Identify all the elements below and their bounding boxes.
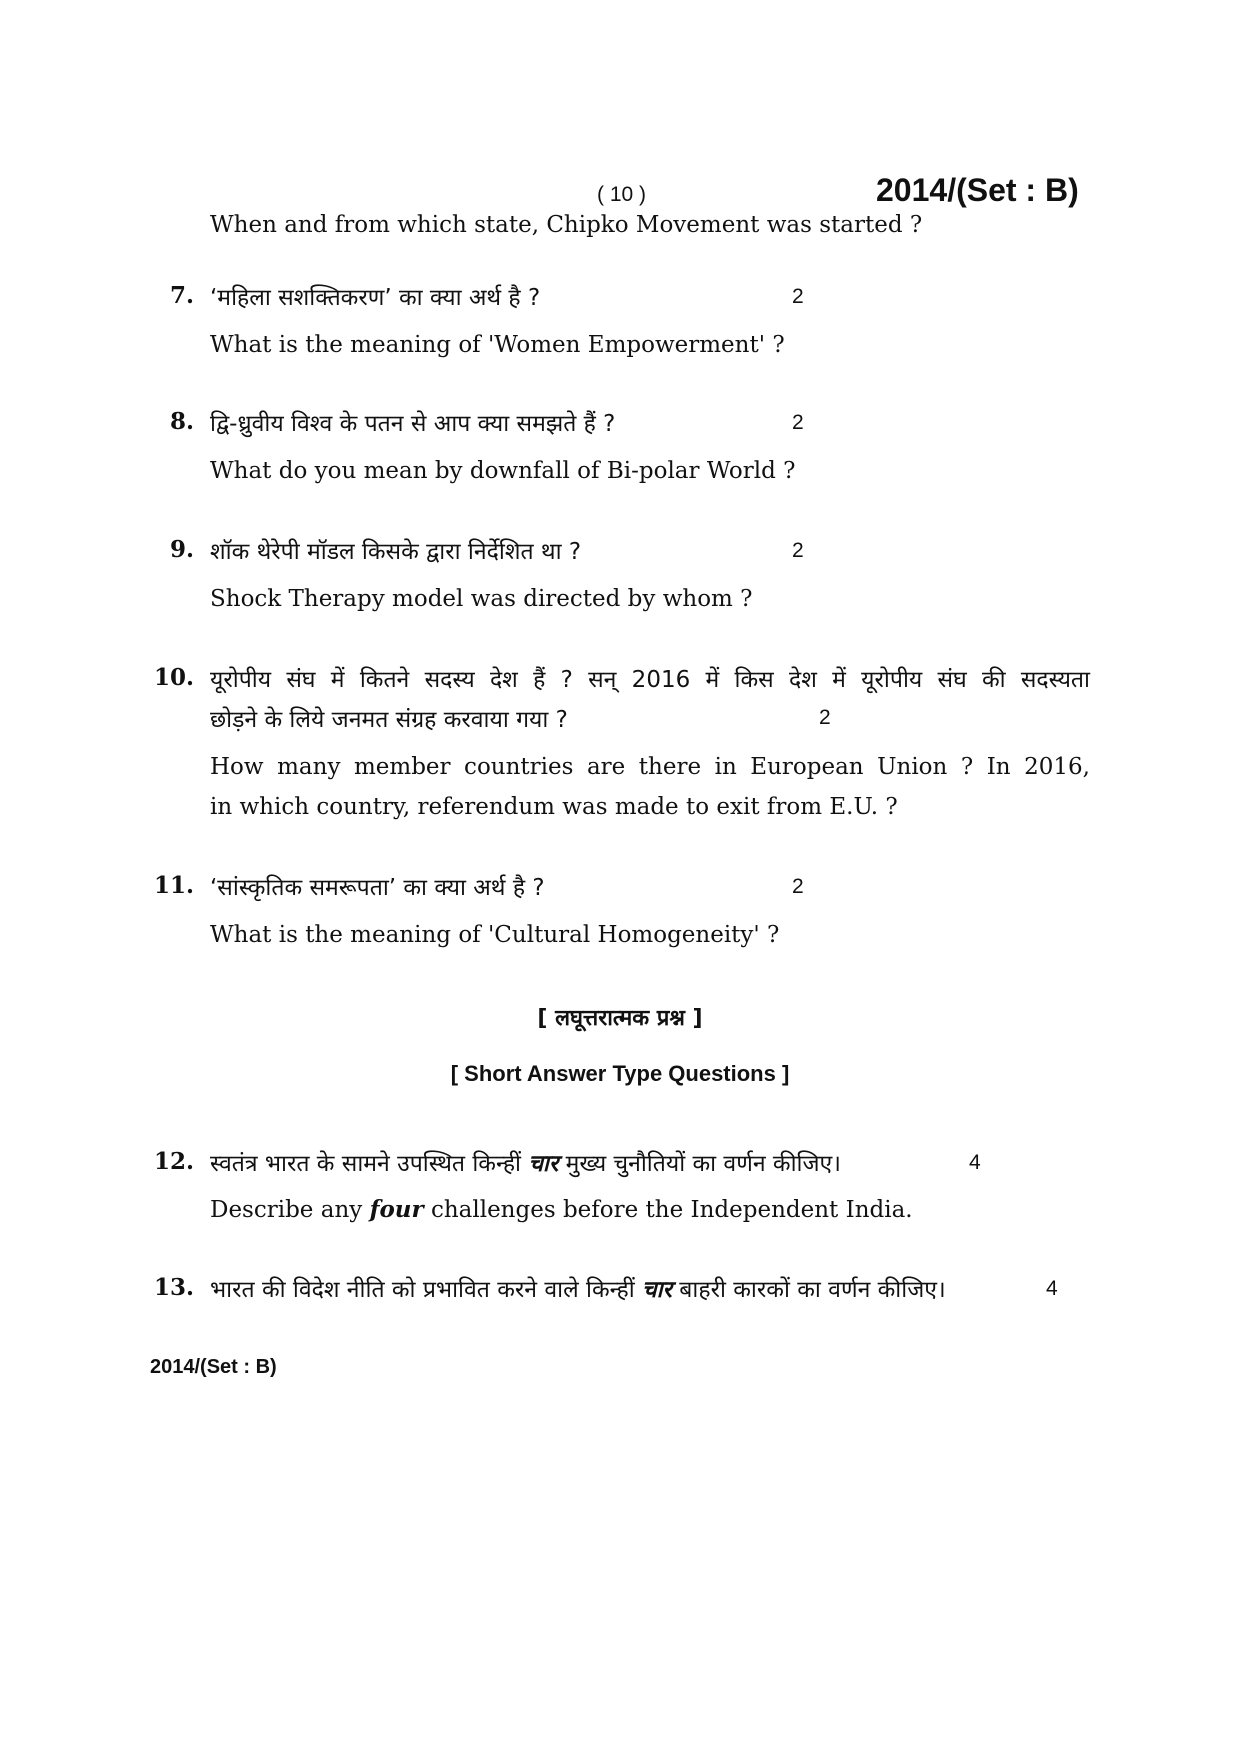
question-11-english-text: What is the meaning of 'Cultural Homogeneity' ?: [210, 922, 780, 948]
question-10-hindi-text-line-1: यूरोपीय संघ में कितने सदस्य देश हैं ? सन् 2016 में किस देश में यूरोपीय संघ की सदस्यता: [210, 667, 1090, 693]
set-code-header: 2014/(Set : B): [876, 172, 1079, 208]
section-heading-hindi: [ लघूत्तरात्मक प्रश्न ]: [537, 1006, 703, 1031]
question-9-marks: 2: [792, 539, 804, 562]
question-8-hindi-text: द्वि-ध्रुवीय विश्व के पतन से आप क्या समझते हैं ?: [210, 411, 616, 437]
question-7-english-text: What is the meaning of 'Women Empowerment' ?: [210, 332, 785, 358]
question-12-english-text-end: challenges before the Independent India.: [423, 1197, 913, 1223]
page-number: ( 10 ): [597, 183, 647, 206]
question-12-hindi-text-start: स्वतंत्र भारत के सामने उपस्थित किन्हीं: [210, 1151, 529, 1177]
question-8-english-text: What do you mean by downfall of Bi-polar World ?: [210, 458, 796, 484]
question-8-number: 8.: [169, 408, 194, 435]
question-10-number: 10.: [153, 664, 194, 691]
question-10-marks: 2: [819, 706, 831, 729]
question-12-hindi-text: [210, 1146, 841, 1178]
question-13-hindi-emphasis: चार: [641, 1277, 672, 1303]
question-7-number: 7.: [169, 282, 194, 309]
question-10-hindi-text-line-2: छोड़ने के लिये जनमत संग्रह करवाया गया ?: [210, 707, 568, 733]
question-12-hindi-text-end: मुख्य चुनौतियों का वर्णन कीजिए।: [558, 1151, 841, 1177]
question-13-marks: 4: [1046, 1277, 1058, 1300]
question-13-hindi-text-end: बाहरी कारकों का वर्णन कीजिए।: [671, 1277, 946, 1303]
question-12-english-text-start: Describe any: [210, 1197, 370, 1223]
question-12-english-text: [210, 1196, 913, 1223]
question-12-hindi-emphasis: चार: [528, 1151, 559, 1177]
question-7-hindi-text: ‘महिला सशक्तिकरण’ का क्या अर्थ है ?: [210, 285, 541, 311]
question-7-marks: 2: [792, 285, 804, 308]
question-8-marks: 2: [792, 411, 804, 434]
footer-set-code: 2014/(Set : B): [150, 1356, 277, 1378]
question-9-number: 9.: [169, 536, 194, 563]
question-12-marks: 4: [969, 1151, 981, 1174]
question-13-hindi-text-start: भारत की विदेश नीति को प्रभावित करने वाले किन्हीं: [210, 1277, 642, 1303]
question-13-hindi-text: [210, 1272, 946, 1304]
question-12-number: 12.: [153, 1148, 194, 1175]
question-10-english-text-line-2: in which country, referendum was made to exit from E.U. ?: [210, 794, 898, 820]
question-11-number: 11.: [153, 872, 194, 899]
question-12-english-emphasis: four: [369, 1196, 424, 1223]
question-10-english-text-line-1: How many member countries are there in European Union ? In 2016,: [210, 754, 1090, 780]
question-11-hindi-text: ‘सांस्कृतिक समरूपता’ का क्या अर्थ है ?: [210, 875, 545, 901]
question-9-english-text: Shock Therapy model was directed by whom ?: [210, 586, 753, 612]
question-6-english-text: When and from which state, Chipko Movement was started ?: [210, 212, 923, 238]
section-heading-english: [ Short Answer Type Questions ]: [450, 1061, 790, 1086]
question-11-marks: 2: [792, 875, 804, 898]
question-13-number: 13.: [153, 1274, 194, 1301]
question-9-hindi-text: शॉक थेरेपी मॉडल किसके द्वारा निर्देशित था ?: [210, 539, 582, 565]
